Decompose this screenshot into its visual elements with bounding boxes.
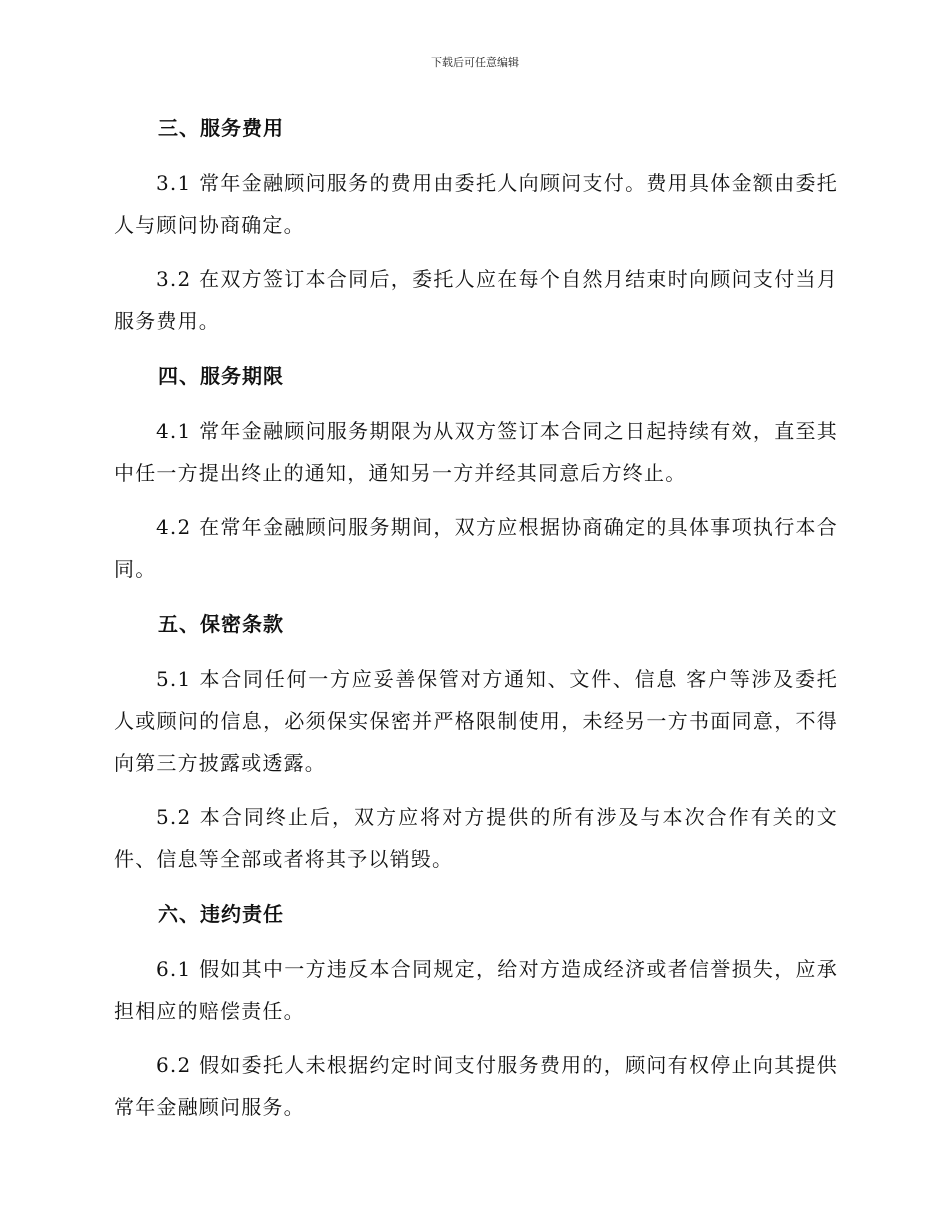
section-heading-confidentiality: 五、保密条款	[158, 612, 284, 636]
clause-5-1: 5.1 本合同任何一方应妥善保管对方通知、文件、信息 客户等涉及委托人或顾问的信息，必须保实保密并严格限制使用，未经另一方书面同意，不得向第三方披露或透露。	[114, 667, 838, 775]
clause-6-1: 6.1 假如其中一方违反本合同规定，给对方造成经济或者信誉损失，应承担相应的赔偿责任。	[114, 957, 838, 1023]
section-heading-term: 四、服务期限	[158, 364, 284, 388]
section-heading-fees: 三、服务费用	[158, 116, 284, 140]
clause-3-2: 3.2 在双方签订本合同后，委托人应在每个自然月结束时向顾问支付当月服务费用。	[114, 267, 838, 333]
clause-4-2: 4.2 在常年金融顾问服务期间，双方应根据协商确定的具体事项执行本合同。	[114, 515, 838, 581]
header-note: 下载后可任意编辑	[431, 56, 519, 69]
clause-6-2: 6.2 假如委托人未根据约定时间支付服务费用的，顾问有权停止向其提供常年金融顾问服务。	[114, 1053, 838, 1119]
clause-5-2: 5.2 本合同终止后，双方应将对方提供的所有涉及与本次合作有关的文件、信息等全部或者将其予以销毁。	[114, 805, 838, 871]
document-body	[114, 108, 838, 1128]
clause-4-1: 4.1 常年金融顾问服务期限为从双方签订本合同之日起持续有效，直至其中任一方提出终止的通知，通知另一方并经其同意后方终止。	[114, 419, 838, 485]
section-heading-liability: 六、违约责任	[158, 902, 284, 926]
clause-3-1: 3.1 常年金融顾问服务的费用由委托人向顾问支付。费用具体金额由委托人与顾问协商确定。	[114, 171, 838, 237]
